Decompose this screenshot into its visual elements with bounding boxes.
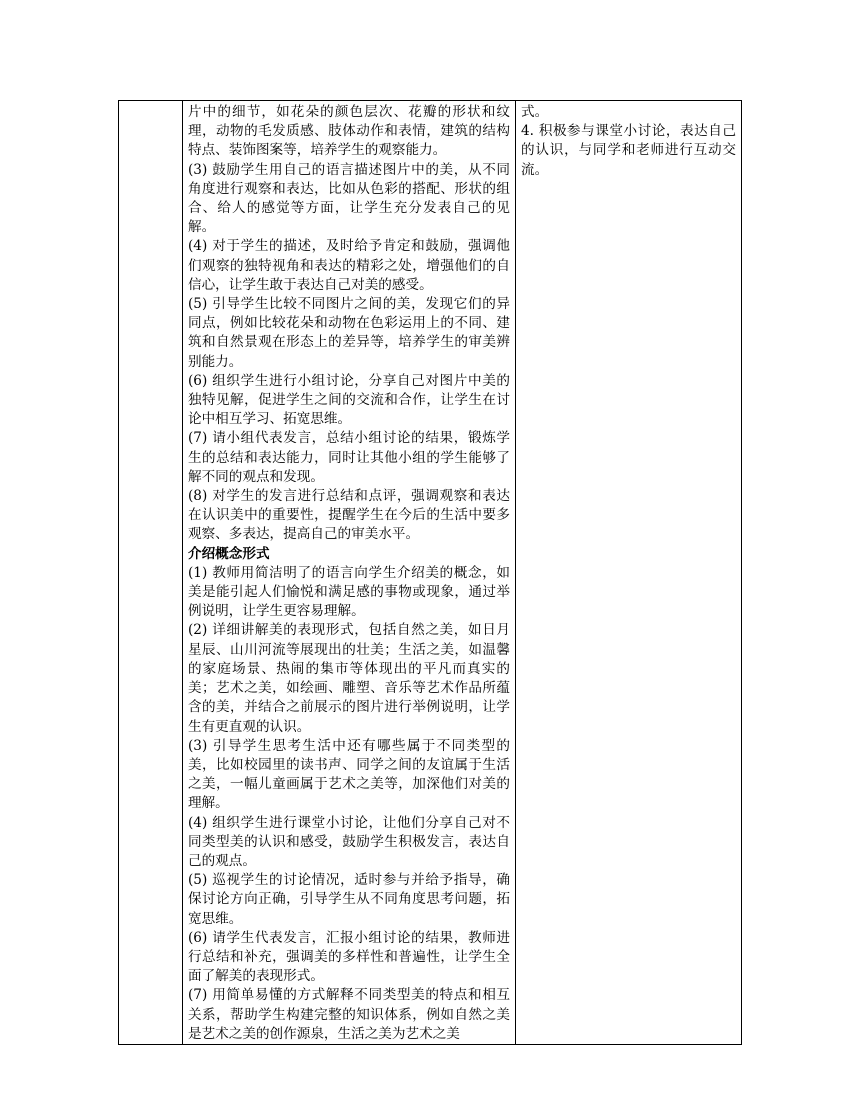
paragraph: (4) 组织学生进行课堂小讨论，让他们分享自己对不同类型美的认识和感受，鼓励学生积极发言，表达自己的观点。 [188,814,510,869]
paragraph: (3) 引导学生思考生活中还有哪些属于不同类型的美，比如校园里的读书声、同学之间的友谊属于生活之美，一幅儿童画属于艺术之美等，加深他们对美的理解。 [188,737,510,812]
paragraph: (4) 对于学生的描述，及时给予肯定和鼓励，强调他们观察的独特视角和表达的精彩之处，增强他们的自信心，让学生敢于表达自己对美的感受。 [188,238,510,293]
stage-cell [119,101,183,1045]
lesson-plan-table [118,100,742,1045]
paragraph: (6) 组织学生进行小组讨论，分享自己对图片中美的独特见解，促进学生之间的交流和合作，让学生在讨论中相互学习、拓宽思维。 [188,372,510,428]
paragraph: (7) 请小组代表发言，总结小组讨论的结果，锻炼学生的总结和表达能力，同时让其他小组的学生能够了解不同的观点和发现。 [188,430,510,485]
paragraph: (2) 详细讲解美的表现形式，包括自然之美，如日月星辰、山川河流等展现出的壮美；生活之美，如温馨的家庭场景、热闹的集市等体现出的平凡而真实的美；艺术之美，如绘画、雕塑、音乐等艺术作品所蕴含的美，并结合之前展示的图片进行举例说明，让学生有更直观的认识。 [188,622,510,735]
paragraph: 4. 积极参与课堂小讨论，表达自己的认识，与同学和老师进行互动交流。 [521,123,736,178]
section-heading: 介绍概念形式 [188,545,270,562]
paragraph: (3) 鼓励学生用自己的语言描述图片中的美，从不同角度进行观察和表达，比如从色彩的搭配、形状的组合、给人的感觉等方面，让学生充分发表自己的见解。 [188,161,510,236]
paragraph: (8) 对学生的发言进行总结和点评，强调观察和表达在认识美中的重要性，提醒学生在今后的生活中要多观察、多表达，提高自己的审美水平。 [188,488,510,543]
stage-cell-text [119,101,182,103]
teacher-activity-content [183,101,515,1044]
paragraph: (1) 教师用简洁明了的语言向学生介绍美的概念，如美是能引起人们愉悦和满足感的事物或现象，通过举例说明，让学生更容易理解。 [188,564,510,620]
teacher-activity-cell [183,101,516,1045]
paragraph: 式。 [521,104,549,120]
paragraph: 片中的细节，如花朵的颜色层次、花瓣的形状和纹理，动物的毛发质感、肢体动作和表情，建筑的结构特点、装饰图案等，培养学生的观察能力。 [188,104,510,159]
paragraph: (5) 巡视学生的讨论情况，适时参与并给予指导，确保讨论方向正确，引导学生从不同角度思考问题，拓宽思维。 [188,872,510,927]
paragraph: (5) 引导学生比较不同图片之间的美，发现它们的异同点，例如比较花朵和动物在色彩运用上的不同、建筑和自然景观在形态上的差异等，培养学生的审美辨别能力。 [188,296,510,370]
student-activity-content [516,101,741,180]
table-row [119,101,742,1045]
paragraph: (7) 用简单易懂的方式解释不同类型美的特点和相互关系，帮助学生构建完整的知识体系，例如自然之美是艺术之美的创作源泉，生活之美为艺术之美 [188,987,510,1042]
student-activity-cell [516,101,742,1045]
paragraph: (6) 请学生代表发言，汇报小组讨论的结果，教师进行总结和补充，强调美的多样性和普遍性，让学生全面了解美的表现形式。 [188,929,510,985]
